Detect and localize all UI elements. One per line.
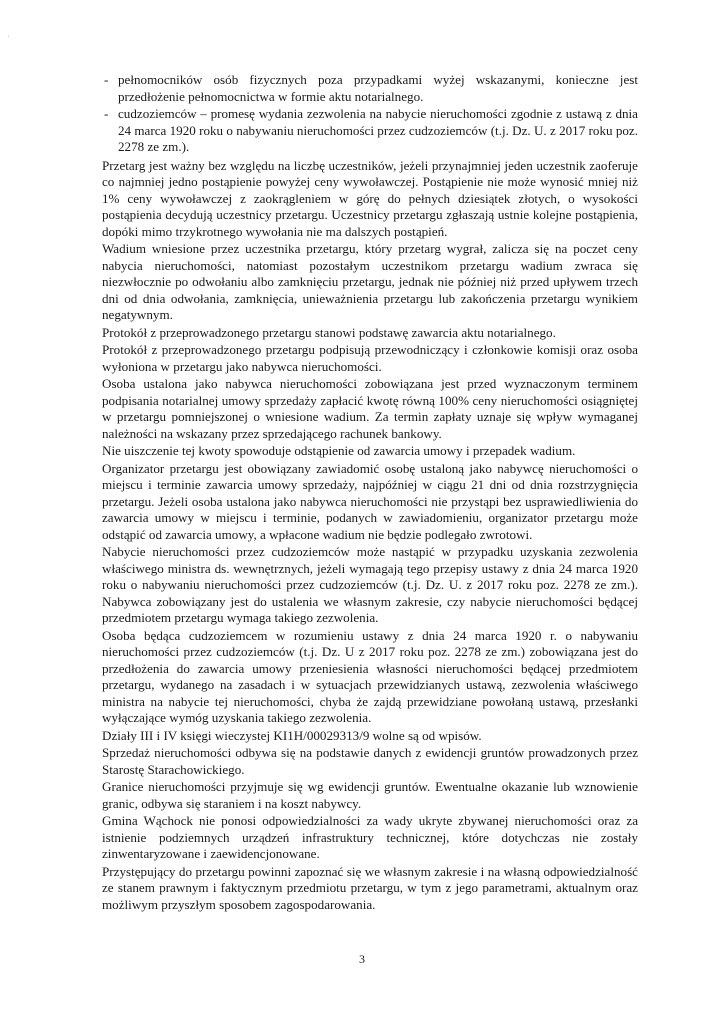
paragraph-boundaries: Granice nieruchomości przyjmuje się wg ewidencji gruntów. Ewentualne okazanie lub wznowienie granic, odbywa się staraniem i na koszt nabywcy. xyxy=(102,779,638,811)
paragraph-payment: Osoba ustalona jako nabywca nieruchomości zobowiązana jest przed wyznaczonym terminem podpisania notarialnej umowy sprzedaży zapłacić kwotę równą 100% ceny nieruchomości osiągniętej w przetargu pomniejszonej o wniesione wadium. Za termin zapłaty uznaje się wpływ wymaganej należności na wskazany przez sprzedającego rachunek bankowy. xyxy=(102,376,638,441)
bullet-item xyxy=(102,72,638,105)
paragraph-land-register: Działy III i IV księgi wieczystej KI1H/00029313/9 wolne są od wpisów. xyxy=(102,727,482,743)
paragraph-nonpayment: Nie uiszczenie tej kwoty spowoduje odstąpienie od zawarcia umowy i przepadek wadium. xyxy=(102,443,576,458)
paragraph-deposit: Wadium wniesione przez uczestnika przetargu, który przetarg wygrał, zalicza się na poczet ceny nabycia nieruchomości, natomiast pozostałym uczestnikom przetargu wadium zwraca się niezwłocznie po odwołaniu albo zamknięciu przetargu, jednak nie później niż przed upływem trzech dni od dnia odwołania, zamknięcia, unieważnienia przetargu lub zakończenia przetargu wynikiem negatywnym. xyxy=(102,241,638,322)
paragraph-protocol-basis: Protokół z przeprowadzonego przetargu stanowi podstawę zawarcia aktu notarialnego. xyxy=(102,324,556,340)
paragraph-organizer-notice: Organizator przetargu jest obowiązany zawiadomić osobę ustaloną jako nabywcę nieruchomości o miejscu i terminie zawarcia umowy sprzedaży, najpóźniej w ciągu 21 dni od dnia rozstrzygnięcia przetargu. Jeżeli osoba ustalona jako nabywca nieruchomości nie przystąpi bez usprawiedliwienia do zawarcia umowy w miejscu i terminie, podanych w zawiadomieniu, organizator przetargu może odstąpić od zawarcia umowy, a wpłacone wadium nie będzie podlegało zwrotowi. xyxy=(102,460,638,542)
paragraph-foreigners-acquisition: Nabycie nieruchomości przez cudzoziemców może nastąpić w przypadku uzyskania zezwolenia właściwego ministra ds. wewnętrznych, jeżeli wymagają tego przepisy ustawy z dnia 24 marca 1920 roku o nabywaniu nieruchomości przez cudzoziemców (t.j. Dz. U. z 2017 roku poz. 2278 ze zm.). Nabywca zobowiązany jest do ustalenia we własnym zakresie, czy nabycie nieruchomości będącej przedmiotem przetargu wymaga takiego zezwolenia. xyxy=(102,544,638,625)
page-number: 3 xyxy=(359,952,365,966)
paragraph-participants: Przystępujący do przetargu powinni zapoznać się we własnym zakresie i na własną odpowiedzialność ze stanem prawnym i faktycznym przedmiotu przetargu, w tym z jego parametrami, aktualnym oraz możliwym przyszłym sposobem zagospodarowania. xyxy=(102,863,638,912)
bullet-text: pełnomocników osób fizycznych poza przypadkami wyżej wskazanymi, konieczne jest przedłożenie pełnomocnictwa w formie aktu notarialnego. xyxy=(118,72,638,104)
paragraph-foreigner-permit: Osoba będąca cudzoziemcem w rozumieniu ustawy z dnia 24 marca 1920 r. o nabywaniu nieruchomości przez cudzoziemców (t.j. Dz. U z 2017 roku poz. 2278 ze zm.) zobowiązana jest do przedłożenia do zawarcia umowy przeniesienia własności nieruchomości będącej przedmiotem przetargu, wydanego na zasadach i w sytuacjach przewidzianych ustawą, zezwolenia właściwego ministra na nabycie tej nieruchomości, chyba że zajdą przewidziane powołaną ustawą, przesłanki wyłączające wymóg uzyskania takiego zezwolenia. xyxy=(102,627,638,725)
bullet-dash: - xyxy=(104,106,109,121)
paragraph-liability: Gmina Wąchock nie ponosi odpowiedzialności za wady ukryte zbywanej nieruchomości oraz za istnienie podziemnych urządzeń infrastruktury technicznej, które dotychczas nie zostały zinwentaryzowane i zaewidencjonowane. xyxy=(102,813,638,861)
bullet-text: cudzoziemców – promesę wydania zezwolenia na nabycie nieruchomości zgodnie z ustawą z dnia 24 marca 1920 roku o nabywaniu nieruchomości przez cudzoziemców (t.j. Dz. U. z 2017 roku poz. 2278 ze zm.). xyxy=(118,106,638,154)
paragraph-sale-basis: Sprzedaż nieruchomości odbywa się na podstawie danych z ewidencji gruntów prowadzonych przez Starostę Starachowickiego. xyxy=(102,745,638,777)
bullet-list xyxy=(102,72,638,156)
bullet-item xyxy=(102,106,638,156)
document-body xyxy=(102,72,638,914)
paragraph-protocol-signing: Protokół z przeprowadzonego przetargu podpisują przewodniczący i członkowie komisji oraz osoba wyłoniona w przetargu jako nabywca nieruchomości. xyxy=(102,342,638,374)
paragraph-validity: Przetarg jest ważny bez względu na liczbę uczestników, jeżeli przynajmniej jeden uczestnik zaoferuje co najmniej jedno postąpienie powyżej ceny wywoławczej. Postąpienie nie może wynosić mniej niż 1% ceny wywoławczej z zaokrągleniem w górę do pełnych dziesiątek złotych, o wysokości postąpienia decydują uczestnicy przetargu. Uczestnicy przetargu zgłaszają ustnie kolejne postąpienia, dopóki mimo trzykrotnego wywołania nie ma dalszych postąpień. xyxy=(102,157,638,239)
margin-mark: ' xyxy=(8,34,10,43)
bullet-dash: - xyxy=(104,72,109,87)
